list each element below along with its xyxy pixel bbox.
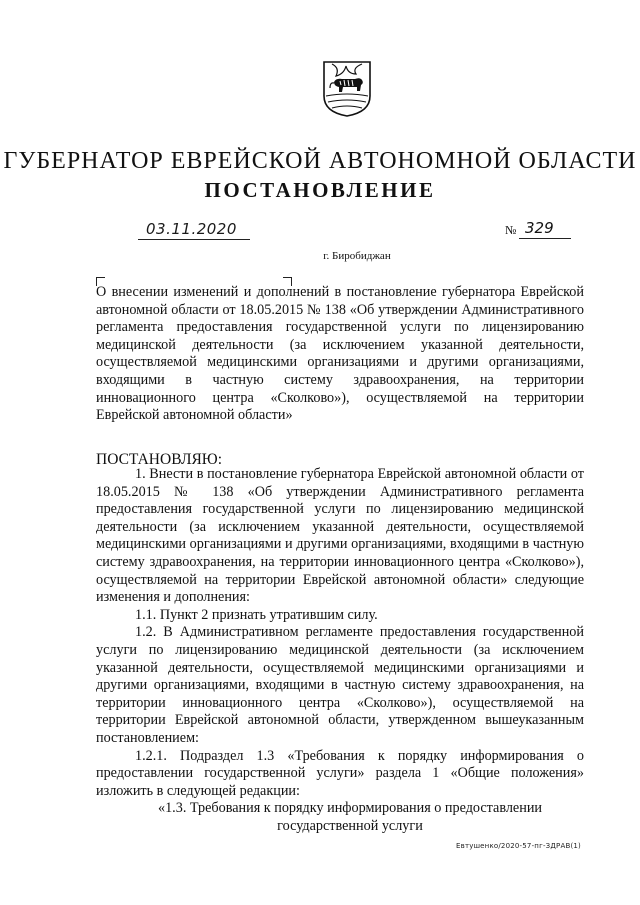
paragraph: 1.2. В Административном регламенте предоставления государственной услуги по лицензированию медицинской деятельности (за исключением указанной деятельности, осуществляемой медицинскими организациями и другими организациями, входящими в частную систему здравоохранения, на территории инновационного центра «Сколково»), осуществляемой на территории Еврейской автономной области, утвержденном вышеуказанным постановлением: (96, 624, 584, 746)
coat-of-arms-tiger-icon (322, 60, 372, 118)
quoted-section-title: «1.3. Требования к порядку информирования о предоставлении государственной услуги (157, 800, 543, 834)
number-label: № (505, 223, 517, 237)
paragraph: 1. Внести в постановление губернатора Еврейской автономной области от 18.05.2015 № 138 «Об утверждении Административного регламента предоставления государственной услуги по лицензированию медицинской деятельности (за исключением указанной деятельности, осуществляемой медицинскими организациями и другими организациями, входящими в частную систему здравоохранения, на территории инновационного центра «Сколково»), осуществляемой на территории Еврейской автономной области» следующие изменения и дополнения: (96, 466, 584, 606)
number-field (505, 219, 571, 239)
paragraph: 1.2.1. Подраздел 1.3 «Требования к порядку информирования о предоставлении государственной услуги» раздела 1 «Общие положения» изложить в следующей редакции: (96, 747, 584, 799)
document-type: ПОСТАНОВЛЕНИЕ (204, 178, 436, 202)
footer-reference: Евтушенко/2020-57-пг-ЗДРАВ(1) (456, 842, 581, 850)
paragraph: 1.1. Пункт 2 признать утратившим силу. (135, 606, 378, 623)
decree-word: ПОСТАНОВЛЯЮ: (96, 451, 223, 468)
subject-text: О внесении изменений и дополнений в постановление губернатора Еврейской автономной области от 18.05.2015 № 138 «Об утверждении Административного регламента предоставления государственной услуги по лицензированию медицинской деятельности (за исключением указанной деятельности, осуществляемой медицинскими организациями и другими организациями, входящими в частную систему здравоохранения, на территории инновационного центра «Сколково»), осуществляемой на территории Еврейской автономной области» (96, 284, 584, 424)
city: г. Биробиджан (323, 250, 391, 262)
document-number: 329 (525, 219, 554, 237)
number-underline (519, 218, 571, 239)
date-field (138, 219, 250, 240)
document-date: 03.11.2020 (146, 220, 237, 238)
document-body (96, 466, 584, 835)
org-title: ГУБЕРНАТОР ЕВРЕЙСКОЙ АВТОНОМНОЙ ОБЛАСТИ (3, 148, 637, 174)
